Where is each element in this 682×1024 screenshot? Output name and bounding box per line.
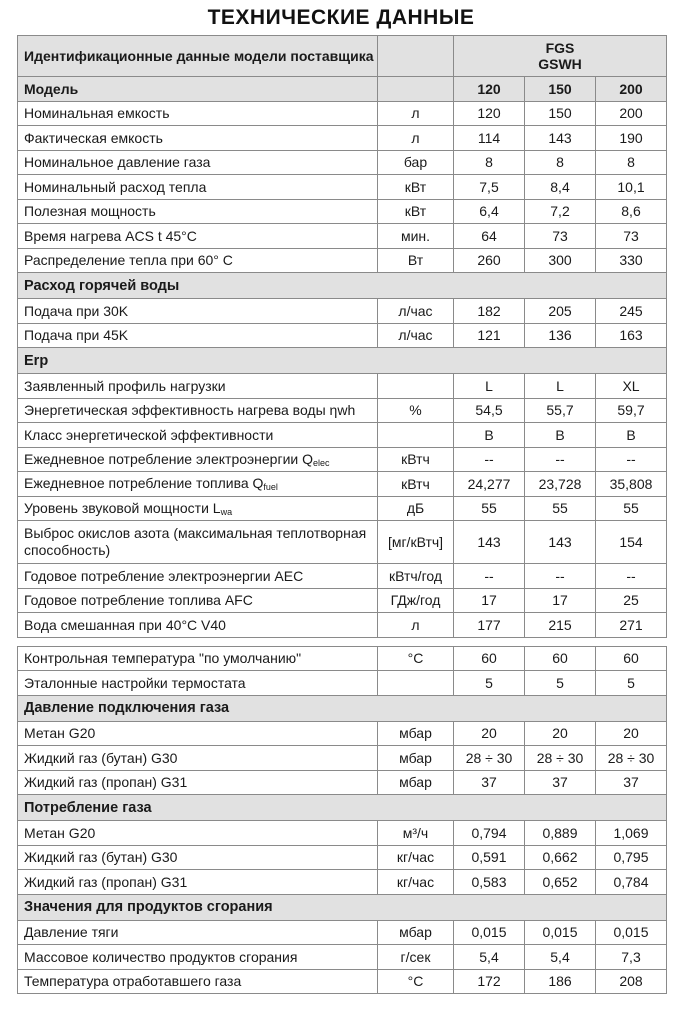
- row-label: [18, 564, 378, 589]
- row-unit: бар: [378, 150, 454, 175]
- row-value-150: 37: [525, 770, 596, 795]
- row-value-200: 190: [596, 126, 667, 151]
- row-value-200: 10,1: [596, 175, 667, 200]
- row-label-text: Номинальное давление газа: [24, 154, 211, 171]
- row-value-120: 0,015: [454, 920, 525, 945]
- row-value-120: 260: [454, 248, 525, 273]
- row-value-200: 55: [596, 496, 667, 521]
- row-unit: мбар: [378, 770, 454, 795]
- row-label-subscript: wa: [220, 506, 233, 517]
- row-label-text: Годовое потребление электроэнергии AEC: [24, 567, 304, 584]
- section-title: Давление подключения газа: [18, 695, 667, 721]
- row-unit: л: [378, 126, 454, 151]
- row-unit: [378, 671, 454, 696]
- row-value-200: 7,3: [596, 945, 667, 970]
- page-title: ТЕХНИЧЕСКИЕ ДАННЫЕ: [207, 6, 475, 29]
- table-row: [18, 199, 667, 224]
- row-value-150: 73: [525, 224, 596, 249]
- row-value-120: 6,4: [454, 199, 525, 224]
- row-label: [18, 423, 378, 448]
- row-label-text: Эталонные настройки термостата: [24, 674, 246, 691]
- table-row: [18, 101, 667, 126]
- table-row: [18, 746, 667, 771]
- row-value-120: 120: [454, 101, 525, 126]
- table-row: [18, 447, 667, 472]
- row-label-text: Уровень звуковой мощности L: [24, 499, 221, 516]
- table-row: [18, 588, 667, 613]
- section-header: [18, 894, 667, 920]
- row-value-200: 20: [596, 721, 667, 746]
- table-row: [18, 496, 667, 521]
- model-brand-line-1: FGS: [545, 40, 575, 56]
- row-label: [18, 920, 378, 945]
- model-brand: [454, 36, 667, 77]
- row-label-text: Контрольная температура "по умолчанию": [24, 650, 302, 667]
- row-label-text: Подача при 30K: [24, 302, 129, 319]
- row-value-200: 271: [596, 613, 667, 638]
- row-value-200: 59,7: [596, 398, 667, 423]
- row-label: [18, 126, 378, 151]
- row-value-150: 150: [525, 101, 596, 126]
- table-row: [18, 423, 667, 448]
- row-label: [18, 496, 378, 521]
- row-value-150: 17: [525, 588, 596, 613]
- row-label: [18, 199, 378, 224]
- row-value-150: 205: [525, 299, 596, 324]
- row-label-subscript: fuel: [263, 482, 278, 493]
- row-value-200: 208: [596, 969, 667, 994]
- row-label: [18, 224, 378, 249]
- row-label-text: Распределение тепла при 60° C: [24, 252, 233, 269]
- row-label: [18, 248, 378, 273]
- row-value-150: 8,4: [525, 175, 596, 200]
- row-label: [18, 969, 378, 994]
- table-row: [18, 126, 667, 151]
- row-unit: мин.: [378, 224, 454, 249]
- row-label-text: Метан G20: [24, 824, 96, 841]
- section-gap: [18, 637, 667, 646]
- row-value-200: 154: [596, 521, 667, 564]
- row-label-text: Энергетическая эффективность нагрева воды ηwh: [24, 402, 356, 419]
- table-row: [18, 175, 667, 200]
- row-label-text: Жидкий газ (пропан) G31: [24, 873, 188, 890]
- row-value-150: 0,015: [525, 920, 596, 945]
- row-value-120: 8: [454, 150, 525, 175]
- row-unit: мбар: [378, 721, 454, 746]
- section-header: [18, 273, 667, 299]
- row-unit: л: [378, 101, 454, 126]
- row-value-200: 330: [596, 248, 667, 273]
- table-row: [18, 671, 667, 696]
- row-value-150: 55: [525, 496, 596, 521]
- row-label-text: Номинальная емкость: [24, 105, 170, 122]
- row-value-200: 8: [596, 150, 667, 175]
- row-value-200: B: [596, 423, 667, 448]
- row-value-150: --: [525, 447, 596, 472]
- table-row: [18, 646, 667, 671]
- table-row: [18, 920, 667, 945]
- row-label-text: Массовое количество продуктов сгорания: [24, 948, 298, 965]
- row-value-200: 73: [596, 224, 667, 249]
- row-value-120: 37: [454, 770, 525, 795]
- row-value-200: 245: [596, 299, 667, 324]
- row-value-150: 5: [525, 671, 596, 696]
- row-value-150: 143: [525, 126, 596, 151]
- table-row: [18, 613, 667, 638]
- row-value-150: 143: [525, 521, 596, 564]
- row-unit: [мг/кВтч]: [378, 521, 454, 564]
- row-value-120: 114: [454, 126, 525, 151]
- table-row: [18, 969, 667, 994]
- row-label: [18, 323, 378, 348]
- row-value-200: 37: [596, 770, 667, 795]
- row-label: [18, 671, 378, 696]
- row-label-text: Жидкий газ (бутан) G30: [24, 849, 178, 866]
- row-label-text: Полезная мощность: [24, 203, 156, 220]
- row-unit: [378, 423, 454, 448]
- row-label-text: Подача при 45K: [24, 327, 129, 344]
- row-value-200: 200: [596, 101, 667, 126]
- row-value-120: --: [454, 447, 525, 472]
- section-title: Расход горячей воды: [18, 273, 667, 299]
- row-label: [18, 870, 378, 895]
- table-row: [18, 945, 667, 970]
- row-value-200: 28 ÷ 30: [596, 746, 667, 771]
- row-value-150: 20: [525, 721, 596, 746]
- row-label: [18, 299, 378, 324]
- row-unit: кВт: [378, 175, 454, 200]
- row-value-150: 60: [525, 646, 596, 671]
- row-value-120: 177: [454, 613, 525, 638]
- row-value-150: 186: [525, 969, 596, 994]
- row-unit: кВтч: [378, 447, 454, 472]
- section-title: Значения для продуктов сгорания: [18, 894, 667, 920]
- row-label-text: Номинальный расход тепла: [24, 178, 207, 195]
- row-label: [18, 770, 378, 795]
- table-row: [18, 299, 667, 324]
- row-value-150: 55,7: [525, 398, 596, 423]
- row-unit: мбар: [378, 746, 454, 771]
- model-200: 200: [596, 77, 667, 102]
- row-value-120: 0,583: [454, 870, 525, 895]
- row-value-150: 136: [525, 323, 596, 348]
- table-row: [18, 870, 667, 895]
- model-brand-line-2: GSWH: [538, 56, 582, 72]
- row-label: [18, 588, 378, 613]
- row-value-150: 0,889: [525, 821, 596, 846]
- row-unit: г/сек: [378, 945, 454, 970]
- row-label-text: Давление тяги: [24, 924, 119, 941]
- row-value-150: 5,4: [525, 945, 596, 970]
- row-unit: мбар: [378, 920, 454, 945]
- row-unit: [378, 374, 454, 399]
- row-label-text: Вода смешанная при 40°C V40: [24, 616, 226, 633]
- row-value-150: B: [525, 423, 596, 448]
- row-value-200: 35,808: [596, 472, 667, 497]
- model-120: 120: [454, 77, 525, 102]
- table-row: [18, 150, 667, 175]
- row-label-text: Время нагрева ACS t 45°C: [24, 227, 197, 244]
- table-row: [18, 521, 667, 564]
- supplier-unit-cell: [378, 36, 454, 77]
- row-value-150: 7,2: [525, 199, 596, 224]
- row-value-120: --: [454, 564, 525, 589]
- row-unit: л: [378, 613, 454, 638]
- row-label: [18, 398, 378, 423]
- row-unit: кВтч: [378, 472, 454, 497]
- row-value-200: 8,6: [596, 199, 667, 224]
- table-row: [18, 770, 667, 795]
- row-label: [18, 721, 378, 746]
- row-value-200: 0,795: [596, 845, 667, 870]
- table-row: [18, 224, 667, 249]
- row-value-120: 5: [454, 671, 525, 696]
- table-row: [18, 845, 667, 870]
- section-title: Erp: [18, 348, 667, 374]
- row-unit: л/час: [378, 299, 454, 324]
- row-value-150: 28 ÷ 30: [525, 746, 596, 771]
- row-label: [18, 374, 378, 399]
- table-row: [18, 398, 667, 423]
- row-value-120: 20: [454, 721, 525, 746]
- row-unit: кВт: [378, 199, 454, 224]
- section-header: [18, 695, 667, 721]
- row-value-200: 60: [596, 646, 667, 671]
- row-value-200: 25: [596, 588, 667, 613]
- row-label-text: Выброс окислов азота (максимальная теплотворная способность): [24, 525, 367, 558]
- row-value-150: L: [525, 374, 596, 399]
- row-value-200: XL: [596, 374, 667, 399]
- table-row: [18, 323, 667, 348]
- row-label: [18, 945, 378, 970]
- row-value-120: L: [454, 374, 525, 399]
- row-unit: кг/час: [378, 845, 454, 870]
- row-unit: м³/ч: [378, 821, 454, 846]
- row-label: [18, 746, 378, 771]
- row-value-150: 23,728: [525, 472, 596, 497]
- row-value-200: 163: [596, 323, 667, 348]
- row-value-150: 8: [525, 150, 596, 175]
- section-header: [18, 795, 667, 821]
- table-row: [18, 721, 667, 746]
- row-value-150: --: [525, 564, 596, 589]
- row-unit: %: [378, 398, 454, 423]
- row-label: [18, 150, 378, 175]
- technical-data-table: [17, 35, 667, 994]
- row-value-120: 24,277: [454, 472, 525, 497]
- row-value-200: 1,069: [596, 821, 667, 846]
- row-label-text: Фактическая емкость: [24, 129, 163, 146]
- row-label-text: Температура отработавшего газа: [24, 973, 242, 990]
- supplier-label: Идентификационные данные модели поставщика: [18, 36, 378, 77]
- row-value-150: 215: [525, 613, 596, 638]
- row-label: [18, 845, 378, 870]
- supplier-row: [18, 36, 667, 77]
- row-label: [18, 646, 378, 671]
- row-label-text: Метан G20: [24, 725, 96, 742]
- row-value-120: 143: [454, 521, 525, 564]
- row-label: [18, 175, 378, 200]
- row-value-120: B: [454, 423, 525, 448]
- row-unit: °C: [378, 969, 454, 994]
- row-unit: кг/час: [378, 870, 454, 895]
- row-label-text: Класс энергетической эффективности: [24, 426, 274, 443]
- model-unit-cell: [378, 77, 454, 102]
- row-label: [18, 521, 378, 564]
- row-label-text: Заявленный профиль нагрузки: [24, 377, 226, 394]
- row-unit: °C: [378, 646, 454, 671]
- row-label-subscript: elec: [313, 457, 330, 468]
- row-label-text: Ежедневное потребление электроэнергии Q: [24, 450, 313, 467]
- row-value-120: 182: [454, 299, 525, 324]
- row-label-text: Жидкий газ (пропан) G31: [24, 774, 188, 791]
- row-unit: Вт: [378, 248, 454, 273]
- row-value-120: 172: [454, 969, 525, 994]
- row-unit: кВтч/год: [378, 564, 454, 589]
- row-unit: дБ: [378, 496, 454, 521]
- row-label: [18, 472, 378, 497]
- model-label: Модель: [18, 77, 378, 102]
- row-value-200: --: [596, 447, 667, 472]
- row-unit: л/час: [378, 323, 454, 348]
- section-header: [18, 348, 667, 374]
- model-row: [18, 77, 667, 102]
- row-value-120: 17: [454, 588, 525, 613]
- row-value-120: 121: [454, 323, 525, 348]
- row-label: [18, 613, 378, 638]
- table-row: [18, 248, 667, 273]
- row-value-120: 7,5: [454, 175, 525, 200]
- section-title: Потребление газа: [18, 795, 667, 821]
- row-value-120: 28 ÷ 30: [454, 746, 525, 771]
- row-value-120: 55: [454, 496, 525, 521]
- row-value-120: 60: [454, 646, 525, 671]
- row-value-200: 0,784: [596, 870, 667, 895]
- row-value-150: 300: [525, 248, 596, 273]
- row-value-120: 5,4: [454, 945, 525, 970]
- model-150: 150: [525, 77, 596, 102]
- table-row: [18, 374, 667, 399]
- row-label-text: Жидкий газ (бутан) G30: [24, 749, 178, 766]
- row-value-150: 0,662: [525, 845, 596, 870]
- row-value-200: 0,015: [596, 920, 667, 945]
- table-row: [18, 821, 667, 846]
- gap-cell: [18, 637, 667, 646]
- row-value-120: 0,794: [454, 821, 525, 846]
- row-value-200: --: [596, 564, 667, 589]
- row-label: [18, 101, 378, 126]
- row-label-text: Ежедневное потребление топлива Q: [24, 475, 264, 492]
- row-value-200: 5: [596, 671, 667, 696]
- row-unit: ГДж/год: [378, 588, 454, 613]
- row-label: [18, 447, 378, 472]
- row-value-120: 64: [454, 224, 525, 249]
- row-label-text: Годовое потребление топлива AFC: [24, 592, 253, 609]
- row-label: [18, 821, 378, 846]
- row-value-120: 54,5: [454, 398, 525, 423]
- table-row: [18, 564, 667, 589]
- row-value-150: 0,652: [525, 870, 596, 895]
- table-row: [18, 472, 667, 497]
- row-value-120: 0,591: [454, 845, 525, 870]
